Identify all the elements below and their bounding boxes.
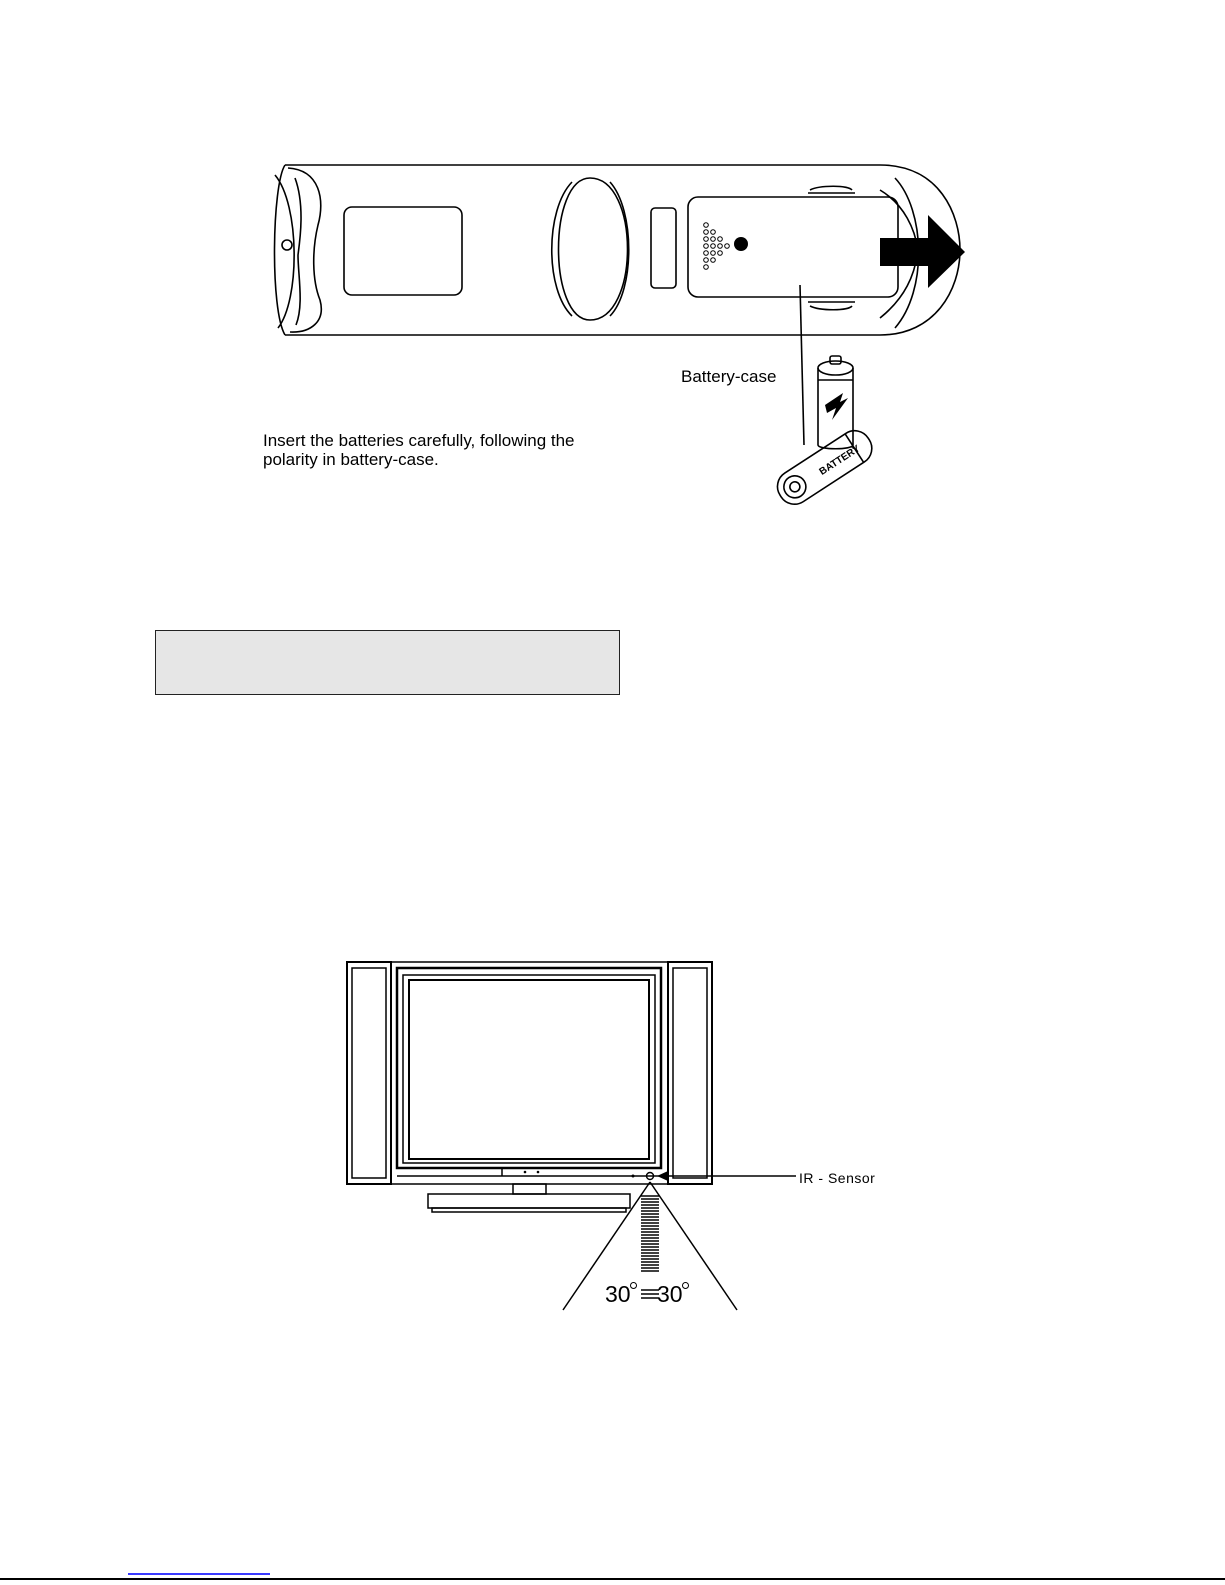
battery-case-label: Battery-case <box>681 367 777 386</box>
footer-rule <box>0 1578 1225 1580</box>
battery-brand-text: BATTERY <box>817 443 863 478</box>
angle-left-label: 30 <box>605 1281 631 1307</box>
remote-control-illustration <box>0 0 1225 560</box>
degree-symbol <box>682 1282 689 1289</box>
battery-instruction-text: Insert the batteries carefully, following the polarity in battery-case. <box>263 431 575 469</box>
note-box <box>155 630 620 695</box>
footer-link-underline[interactable] <box>128 1573 270 1575</box>
slide-direction-arrow <box>880 215 965 288</box>
ir-sensor-label: IR - Sensor <box>799 1170 876 1186</box>
degree-symbol <box>630 1282 637 1289</box>
angle-right-label: 30 <box>657 1281 683 1307</box>
